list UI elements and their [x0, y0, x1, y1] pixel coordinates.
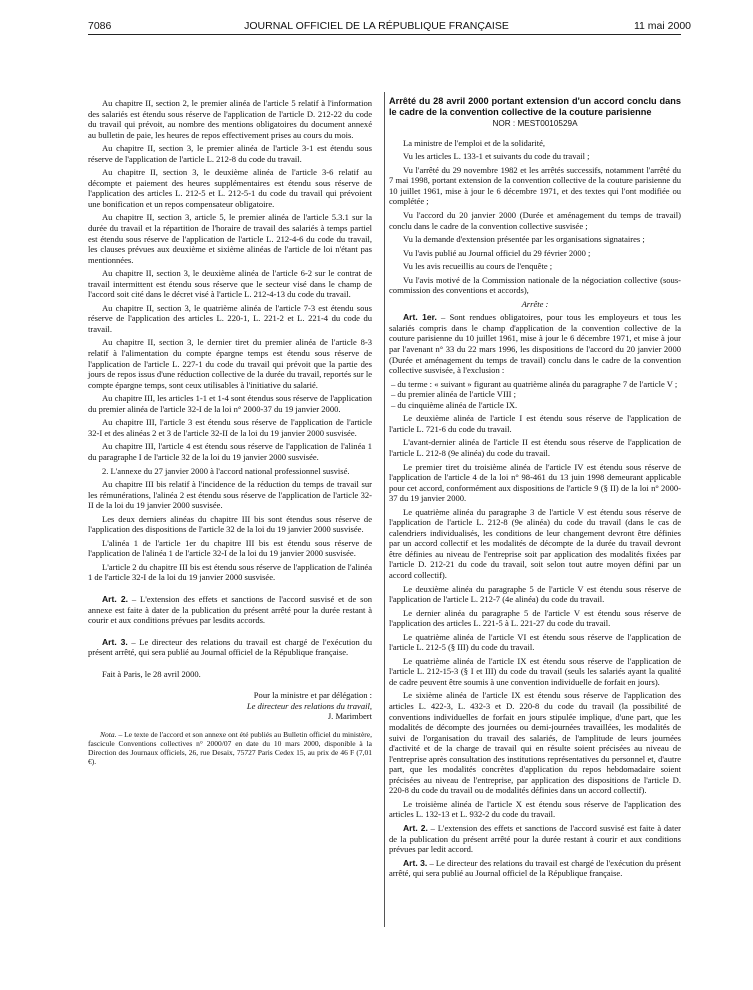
paragraph: Au chapitre II, section 3, le quatrième alinéa de l'article 7-3 est étendu sous réserve de l'application des articles L. 220-1, L. 221-2 et L. 221-4 du code du travail. [88, 302, 372, 334]
paragraph: L'avant-dernier alinéa de l'article II est étendu sous réserve de l'application de l'article L. 212-8 (9e alinéa) du code du travail. [389, 437, 681, 458]
paragraph: L'alinéa 1 de l'article 1er du chapitre III bis est étendu sous réserve de l'application de l'alinéa 1 de l'article 32-I de la loi du 19 janvier 2000 susvisée. [88, 537, 372, 559]
paragraph: Au chapitre II, section 3, le deuxième alinéa de l'article 6-2 sur le contrat de travail intermittent est étendu sous réserve que le secteur visé dans le champ de l'accord soit cité dans le décret visé à l'article L. 212-4-13 du code du travail. [88, 268, 372, 300]
left-column [88, 98, 372, 769]
paragraph: Le quatrième alinéa de l'article VI est étendu sous réserve de l'application de l'article L. 212-5 (§ III) du code du travail. [389, 631, 681, 653]
paragraph: Le troisième alinéa de l'article X est étendu sous réserve de l'application des articles L. 132-13 et L. 932-2 du code du travail. [389, 798, 681, 820]
nota-label: Nota. [100, 729, 117, 739]
issue-date: 11 mai 2000 [633, 20, 691, 32]
paragraph: Au chapitre II, section 3, le dernier tiret du premier alinéa de l'article 8-3 relatif à l'alimentation du compte épargne temps est étendu sous réserve de l'application de l'article L. 227-1 du code du travail qui prévoit que la partie des jours de repos issus d'une réduction collective de la durée du travail, reportés sur le compte épargne temps, sont ceux utilisables à l'initiative du salarié. [88, 337, 372, 390]
visa-line: Vu la demande d'extension présentée par les organisations signataires ; [403, 234, 645, 245]
visa-line: Vu l'arrêté du 29 novembre 1982 et les arrêtés successifs, notamment l'arrêté du 7 mai 1998, portant extension de la convention collective de la couture parisienne du 10 juillet 1961, mise à jour le 6 décembre 1971, et des textes qui l'ont modifiée ou complétée ; [389, 164, 681, 207]
right-column [389, 96, 681, 882]
left-article-2: Art. 2. – L'extension des effets et sanctions de l'accord susvisé et de son annexe est faite à dater de la publication du présent arrêté pour la durée restant à courir et aux conditions prévues par lesdits accords. [88, 593, 372, 626]
paragraph: Au chapitre II, section 3, le deuxième alinéa de l'article 3-6 relatif au décompte et paiement des heures supplémentaires est étendu sous réserve de l'application des articles L. 212-5 et L. 212-5-1 du code du travail qui prévoient une bonification et un repos compensateur obligatoire. [88, 167, 372, 209]
paragraph: Au chapitre II, section 3, le premier alinéa de l'article 3-1 est étendu sous réserve de l'application de l'article L. 212-8 du code du travail. [88, 143, 372, 164]
left-article-3: Art. 3. – Le directeur des relations du travail est chargé de l'exécution du présent arrêté, qui sera publié au Journal officiel de la République française. [88, 636, 372, 658]
article-label: Art. 2. [403, 823, 428, 833]
arrete-title: Arrêté du 28 avril 2000 portant extension d'un accord conclu dans le cadre de la convention collective de la couture parisienne [389, 96, 681, 117]
column-divider [384, 92, 385, 927]
visa-line: Vu l'avis publié au Journal officiel du 29 février 2000 ; [403, 247, 591, 258]
visa-line: Vu l'avis motivé de la Commission nationale de la négociation collective (sous-commission des conventions et accords), [389, 274, 681, 296]
paragraph: Au chapitre II, section 2, le premier alinéa de l'article 5 relatif à l'information des salariés est étendu sous réserve de l'application de l'article D. 212-22 du code du travail qui prévoit, au nombre des mentions obligatoires du document annexé au bulletin de paie, les heures de repos effectivement prises au cours du mois. [88, 98, 372, 140]
signature-line-2: Le directeur des relations du travail, [246, 700, 372, 711]
visa-line: Vu les articles L. 133-1 et suivants du code du travail ; [403, 151, 590, 162]
header-rule [88, 34, 681, 35]
right-paragraphs [389, 413, 681, 820]
paragraph: Au chapitre III bis relatif à l'incidence de la réduction du temps de travail sur les rémunérations, l'alinéa 2 est étendu sous réserve de l'application de l'article 32-II de la loi du 19 janvier 2000 susvisée. [88, 479, 372, 511]
exclusion-item: – du premier alinéa de l'article VIII ; [391, 389, 517, 400]
right-article-3: Art. 3. – Le directeur des relations du travail est chargé de l'exécution du présent arrêté, qui sera publié au Journal officiel de la République française. [389, 857, 681, 879]
exclusion-list [389, 379, 681, 411]
article-label: Art. 2. [102, 593, 128, 604]
visas [389, 138, 681, 296]
journal-title: JOURNAL OFFICIEL DE LA RÉPUBLIQUE FRANÇAISE [244, 20, 509, 32]
article-label: Art. 3. [403, 857, 428, 868]
paragraph: Le premier tiret du troisième alinéa de l'article IV est étendu sous réserve de l'application de l'article 4 de la loi n° 98-461 du 13 juin 1998 demeurant applicable pour cet accord, conformément aux dispositions de l'article 9 (§ II) de la loi n° 2000-37 du 19 janvier 2000. [389, 461, 681, 504]
exclusion-item: – du terme : « suivant » figurant au quatrième alinéa du paragraphe 7 de l'article V ; [391, 378, 678, 389]
arrete-word: Arrête : [521, 298, 549, 309]
paragraph: Le dernier alinéa du paragraphe 5 de l'article V est étendu sous réserve de l'application des articles L. 221-5 à L. 221-27 du code du travail. [389, 607, 681, 629]
fait-a-paris: Fait à Paris, le 28 avril 2000. [102, 668, 201, 679]
signature-name: J. Marimbert [327, 711, 372, 722]
paragraph: Le quatrième alinéa du paragraphe 3 de l'article V est étendu sous réserve de l'application de l'article L. 212-8 (9e alinéa) du code du travail (dans le cas de calendriers individualisés, les conditions de leur changement devront être définies par un accord collectif et les modalités de décompte de la durée du travail devront être définies au niveau de l'entreprise soit par application des modalités fixées par l'article D. 212-21 du code du travail, soit selon tout autre moyen défini par un accord collectif). [389, 506, 681, 580]
nota: Nota. – Le texte de l'accord et son annexe ont été publiés au Bulletin officiel du ministère, fascicule Conventions collectives n° 2000/07 en date du 10 mars 2000, disponible à la Direction des Journaux officiels, 26, rue Desaix, 75727 Paris Cedex 15, au prix de 46 F (7,01 €). [88, 729, 372, 766]
paragraph: Au chapitre III, l'article 3 est étendu sous réserve de l'application de l'article 32-I et des alinéas 2 et 3 de l'article 32-II de la loi du 19 janvier 2000 susvisée. [88, 417, 372, 438]
left-paragraphs [88, 98, 372, 583]
page-number: 7086 [88, 20, 112, 32]
page-header [0, 6, 753, 32]
right-article-2: Art. 2. – L'extension des effets et sanctions de l'accord susvisé est faite à dater de la publication du présent arrêté pour la durée restant à courir et aux conditions prévues par ledit accord. [389, 823, 681, 855]
paragraph: Le deuxième alinéa du paragraphe 5 de l'article V est étendu sous réserve de l'application de l'article L. 212-7 (4e alinéa) du code du travail. [389, 583, 681, 605]
visa-line: La ministre de l'emploi et de la solidarité, [403, 137, 546, 148]
nor-reference: NOR : MEST0010529A [492, 119, 578, 129]
paragraph: 2. L'annexe du 27 janvier 2000 à l'accord national professionnel susvisé. [102, 465, 350, 476]
visa-line: Vu l'accord du 20 janvier 2000 (Durée et aménagement du temps de travail) conclu dans le cadre de la convention collective susvisée ; [389, 210, 681, 231]
visa-line: Vu les avis recueillis au cours de l'enquête ; [403, 261, 553, 272]
paragraph: Au chapitre III, l'article 4 est étendu sous réserve de l'application de l'alinéa 1 du paragraphe I de l'article 32 de la loi du 19 janvier 2000 susvisée. [88, 441, 372, 462]
paragraph: Au chapitre III, les articles 1-1 et 1-4 sont étendus sous réserve de l'application du premier alinéa de l'article 32-I de la loi n° 2000-37 du 19 janvier 2000. [88, 393, 372, 414]
right-article-1: Art. 1er. – Sont rendues obligatoires, pour tous les employeurs et tous les salariés compris dans le champ d'application de la convention collective de la couture parisienne du 10 juillet 1961, mise à jour le 6 décembre 1971, et mise à jour par l'avenant n° 33 du 22 mars 1996, les dispositions de l'accord du 20 janvier 2000 (Durée et aménagement du temps de travail) conclu dans le cadre de la convention collective susvisée, à l'exclusion : [389, 312, 681, 376]
signature-line-1: Pour la ministre et par délégation : [253, 690, 372, 701]
paragraph: Au chapitre II, section 3, article 5, le premier alinéa de l'article 5.3.1 sur la durée du travail et la répartition de l'horaire de travail des salariés à temps partiel est étendu sous réserve de l'application de l'article L. 212-4-6 du code du travail, les clauses prévues aux deuxième et sixième alinéas de l'article de loi n'étant pas mentionnées. [88, 212, 372, 265]
paragraph: Les deux derniers alinéas du chapitre III bis sont étendus sous réserve de l'application des dispositions de l'article 32 de la loi du 19 janvier 2000 susvisée. [88, 513, 372, 535]
paragraph: L'article 2 du chapitre III bis est étendu sous réserve de l'application de l'alinéa 1 de l'article 32-I de la loi du 19 janvier 2000 susvisée. [88, 561, 372, 583]
paragraph: Le quatrième alinéa de l'article IX est étendu sous réserve de l'application de l'article L. 212-15-3 (§ I et III) du code du travail (seuls les salariés ayant la qualité de cadre peuvent être soumis à une convention individuelle de forfait en jours). [389, 655, 681, 687]
article-label: Art. 3. [102, 636, 128, 647]
paragraph: Le deuxième alinéa de l'article I est étendu sous réserve de l'application de l'article L. 721-6 du code du travail. [389, 413, 681, 434]
article-label: Art. 1er. [403, 312, 437, 323]
paragraph: Le sixième alinéa de l'article IX est étendu sous réserve de l'application des articles L. 422-3, L. 432-3 et D. 220-8 du code du travail (la possibilité de conventions individuelles de forfait en jours stipulée implique, d'une part, que les modalités de décompte des journées ou demi-journées travaillées, les modalités de suivi de l'organisation du travail des salariés, de l'amplitude de leurs journées d'activité et de la charge de travail qui en résulte soient précisées au niveau de l'entreprise après consultation des institutions représentatives du personnel et, d'autre part, que les modalités concrètes d'application du repos hebdomadaire soient précisées au niveau de l'entreprise, par application des dispositions de l'article D. 220-8 du code du travail ou de modalités définies dans un accord collectif). [389, 690, 681, 796]
exclusion-item: – du cinquième alinéa de l'article IX. [391, 399, 518, 410]
